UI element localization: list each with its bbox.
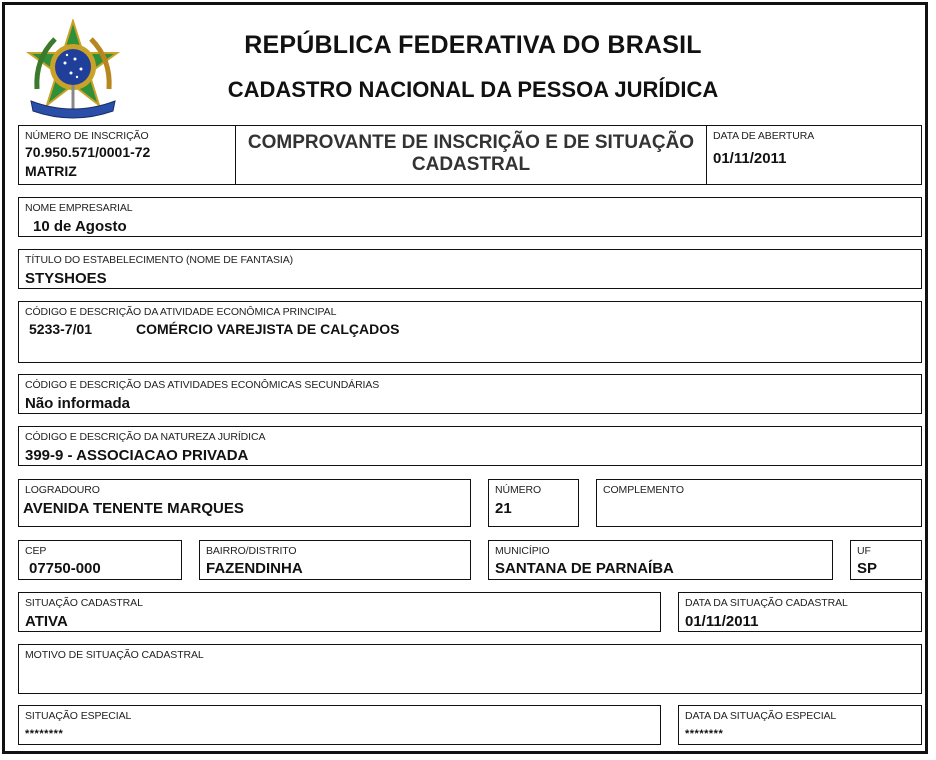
- comprovante-line1: COMPROVANTE DE INSCRIÇÃO E DE SITUAÇÃO: [247, 132, 695, 153]
- data-situacao-box: [678, 592, 922, 632]
- cep-box: [18, 540, 182, 580]
- situacao-label: SITUAÇÃO CADASTRAL: [25, 597, 143, 609]
- brazil-coat-of-arms-icon: [25, 19, 121, 121]
- atividades-secundarias-label: CÓDIGO E DESCRIÇÃO DAS ATIVIDADES ECONÔMICAS SECUNDÁRIAS: [25, 379, 380, 391]
- titulo-value: STYSHOES: [25, 270, 107, 287]
- document-title: REPÚBLICA FEDERATIVA DO BRASIL: [244, 31, 702, 59]
- situacao-especial-label: SITUAÇÃO ESPECIAL: [25, 710, 132, 722]
- data-situacao-especial-box: [678, 705, 922, 745]
- municipio-box: [488, 540, 833, 580]
- comprovante-line2: CADASTRAL: [411, 154, 531, 175]
- situacao-especial-value: ********: [25, 728, 64, 740]
- atividade-principal-box: [18, 301, 922, 363]
- motivo-label: MOTIVO DE SITUAÇÃO CADASTRAL: [25, 649, 204, 661]
- abertura-value: 01/11/2011: [713, 150, 787, 167]
- complemento-box: [596, 479, 922, 527]
- inscricao-label: NÚMERO DE INSCRIÇÃO: [25, 130, 149, 142]
- nome-empresarial-label: NOME EMPRESARIAL: [25, 202, 133, 214]
- uf-value: SP: [857, 560, 878, 577]
- atividade-principal-description: COMÉRCIO VAREJISTA DE CALÇADOS: [136, 321, 400, 337]
- comprovante-box: [235, 125, 707, 185]
- numero-box: [488, 479, 579, 527]
- uf-box: [850, 540, 922, 580]
- natureza-juridica-value: 399-9 - ASSOCIACAO PRIVADA: [25, 447, 249, 464]
- complemento-label: COMPLEMENTO: [603, 484, 684, 496]
- natureza-juridica-box: [18, 426, 922, 466]
- municipio-label: MUNICÍPIO: [495, 545, 550, 557]
- data-situacao-label: DATA DA SITUAÇÃO CADASTRAL: [685, 597, 848, 609]
- abertura-label: DATA DE ABERTURA: [713, 130, 815, 142]
- inscricao-box: [18, 125, 236, 185]
- data-situacao-especial-label: DATA DA SITUAÇÃO ESPECIAL: [685, 710, 837, 722]
- situacao-box: [18, 592, 661, 632]
- cnpj-document: [2, 2, 928, 754]
- titulo-box: [18, 249, 922, 289]
- nome-empresarial-box: [18, 197, 922, 237]
- municipio-value: SANTANA DE PARNAÍBA: [495, 560, 674, 577]
- titulo-label: TÍTULO DO ESTABELECIMENTO (NOME DE FANTASIA): [25, 254, 294, 266]
- inscricao-type: MATRIZ: [25, 163, 77, 179]
- cep-label: CEP: [25, 545, 47, 557]
- numero-label: NÚMERO: [495, 484, 542, 496]
- atividade-principal-code: 5233-7/01: [29, 321, 93, 337]
- bairro-value: FAZENDINHA: [206, 560, 303, 577]
- numero-value: 21: [495, 500, 512, 517]
- abertura-box: [706, 125, 922, 185]
- atividades-secundarias-box: [18, 374, 922, 414]
- logradouro-label: LOGRADOURO: [25, 484, 100, 496]
- document-subtitle: CADASTRO NACIONAL DA PESSOA JURÍDICA: [227, 77, 719, 102]
- uf-label: UF: [857, 545, 871, 557]
- nome-empresarial-value: 10 de Agosto: [33, 218, 127, 235]
- inscricao-number: 70.950.571/0001-72: [25, 144, 151, 160]
- data-situacao-value: 01/11/2011: [685, 613, 759, 630]
- logradouro-box: [18, 479, 471, 527]
- situacao-value: ATIVA: [25, 613, 68, 630]
- atividade-principal-label: CÓDIGO E DESCRIÇÃO DA ATIVIDADE ECONÔMICA PRINCIPAL: [25, 306, 337, 318]
- natureza-juridica-label: CÓDIGO E DESCRIÇÃO DA NATUREZA JURÍDICA: [25, 431, 266, 443]
- data-situacao-especial-value: ********: [685, 728, 724, 740]
- situacao-especial-box: [18, 705, 661, 745]
- bairro-label: BAIRRO/DISTRITO: [206, 545, 297, 557]
- logradouro-value: AVENIDA TENENTE MARQUES: [23, 500, 244, 517]
- cep-value: 07750-000: [29, 560, 101, 577]
- bairro-box: [199, 540, 471, 580]
- atividades-secundarias-value: Não informada: [25, 395, 131, 412]
- motivo-box: [18, 644, 922, 694]
